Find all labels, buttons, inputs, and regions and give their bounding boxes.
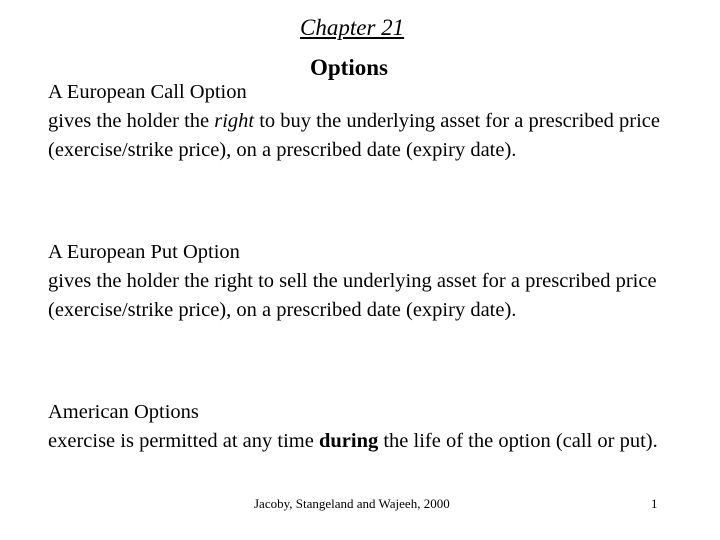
section-heading: A European Put Option	[48, 241, 240, 263]
footer-source: Jacoby, Stangeland and Wajeeh, 2000	[254, 496, 450, 511]
emphasis-during: during	[318, 430, 379, 452]
body-text-start: exercise is permitted at any time	[48, 430, 319, 452]
section-american-options	[48, 398, 688, 456]
chapter-label: Chapter 21	[300, 15, 405, 40]
section-body	[48, 427, 688, 456]
section-european-put	[48, 238, 688, 325]
body-text-end: to buy the underlying asset for a prescribed price (exercise/strike price), on a prescribed date (expiry date).	[48, 110, 660, 161]
body-text-end: the life of the option (call or put).	[378, 430, 658, 452]
page-number: 1	[651, 496, 658, 511]
section-body	[48, 107, 688, 165]
slide-title: Options	[310, 55, 388, 80]
section-body: gives the holder the right to sell the underlying asset for a prescribed price (exercise/strike price), on a prescribed date (expiry date).	[48, 270, 657, 321]
section-european-call	[48, 78, 688, 165]
section-heading: A European Call Option	[48, 81, 247, 103]
emphasis-right: right	[214, 110, 255, 132]
body-text-start: gives the holder the	[48, 110, 215, 132]
section-heading: American Options	[48, 401, 199, 423]
